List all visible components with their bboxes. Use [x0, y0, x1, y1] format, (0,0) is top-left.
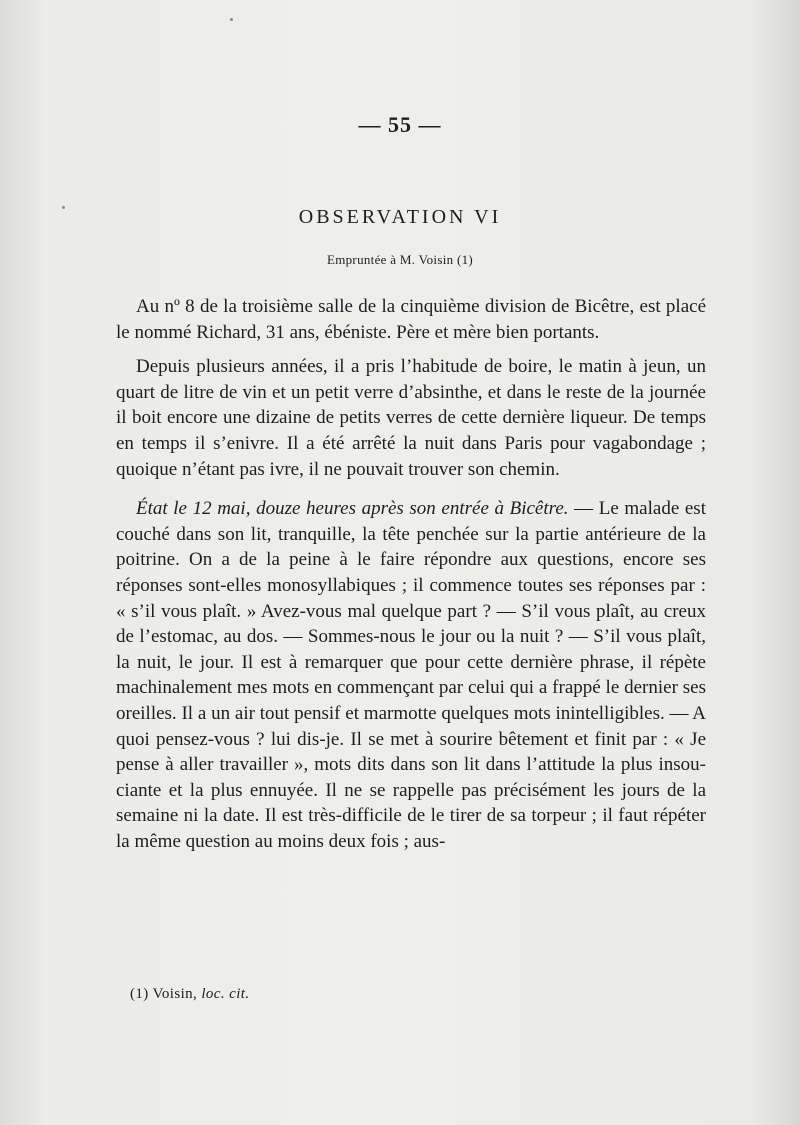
footnote-ref: loc. cit.: [201, 986, 250, 1002]
footnote-marker: (1) Voisin,: [130, 986, 202, 1002]
paragraph-state: [116, 496, 706, 854]
byline: Empruntée à M. Voisin (1): [326, 252, 474, 267]
page-number: — 55 —: [358, 112, 442, 137]
footnote: [130, 986, 250, 1003]
paragraph-history: Depuis plusieurs années, il a pris l’habitude de boire, le matin à jeun, un quart de litre de vin et un petit verre d’absinthe, et dans le reste de la journée il boit encore une dizaine de petits verres de cette dernière liqueur. De temps en temps il s’enivre. Il a été arrêté la nuit dans Paris pour vagabondage ; quoique n’étant pas ivre, il ne pouvait trouver son chemin.: [116, 356, 706, 480]
body-text: [116, 294, 706, 863]
state-lead: État le 12 mai, douze heures après son entrée à Bicêtre.: [136, 498, 569, 520]
observation-heading: OBSERVATION VI: [298, 206, 502, 228]
state-text: — Le malade est couché dans son lit, tranquille, la tête penchée sur la partie antérieure de la poitrine. On a de la peine à le faire répondre aux questions, encore ses réponses sont-elles monosyllabiques ; il commence toutes ses réponses par : « s’il vous plaît. » Avez-vous mal quelque part ? — S’il vous plaît, au creux de l’estomac, au dos. — Sommes-nous le jour ou la nuit ? — S’il vous plaît, la nuit, le jour. Il est à remarquer que pour cette dernière phrase, il répète machinalement mes mots en commençant par celui qui a frappé le dernier ses oreilles. Il a un air tout pensif et marmotte quelques mots inintelligibles. — A quoi pensez-vous ? lui dis-je. Il se met à sourire bêtement et finit par : « Je pense à aller travailler », mots dits dans son lit dans l’attitude la plus insouciante et la plus ennuyée. Il ne se rappelle pas précisément les jours de la semaine ni la date. Il est très-difficile de le tirer de sa torpeur ; il faut répéter la même question au moins deux fois ; aus-: [116, 498, 706, 852]
paragraph-intro: Au nº 8 de la troisième salle de la cinquième division de Bicêtre, est placé le nommé Richard, 31 ans, ébéniste. Père et mère bien portants.: [116, 296, 706, 343]
paper-speck: [230, 18, 233, 21]
